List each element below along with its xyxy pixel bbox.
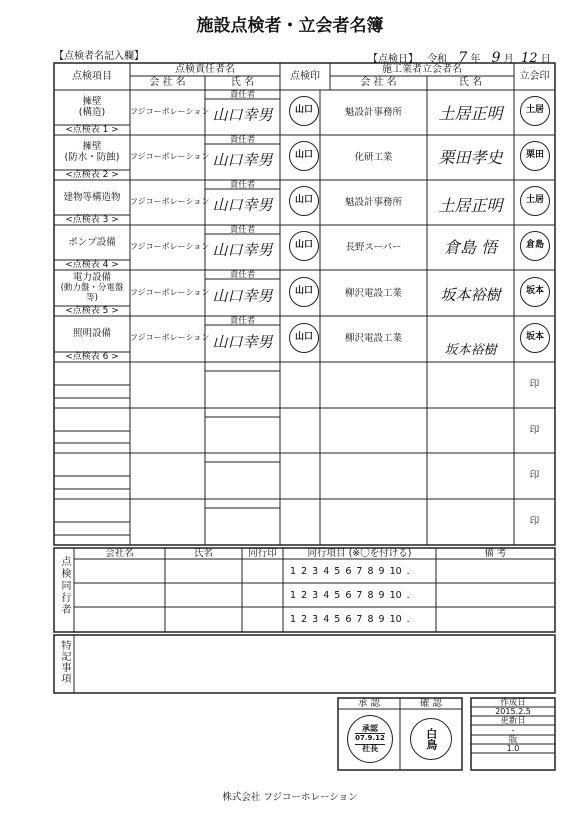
- companion-item-numbers: 1 2 3 4 5 6 7 8 9 10 .: [290, 590, 410, 601]
- created-label: 作成日: [500, 698, 526, 708]
- row-item: 電力設備: [72, 272, 111, 283]
- date-month-unit: 月: [503, 54, 514, 65]
- row-table-no: <点検表 6 >: [65, 352, 119, 362]
- header-company2: 会 社 名: [360, 77, 397, 88]
- header-witness-seal: 立会印: [519, 71, 550, 82]
- inspector-stamp-icon: 山口: [289, 323, 319, 353]
- approve-stamp-icon: [347, 715, 393, 763]
- row-item-sub: (防水・防蝕): [64, 152, 120, 163]
- row-company: フジコーポレーション: [130, 197, 210, 206]
- header-company: 会 社 名: [149, 77, 186, 88]
- row-item: ポンプ設備: [68, 237, 116, 248]
- empty-seal-mark: 印: [529, 379, 540, 390]
- date-year: 7: [458, 50, 468, 66]
- confirm-stamp-icon: 白鳥: [410, 718, 452, 760]
- row-signer: 山口幸男: [212, 333, 273, 351]
- row-table-no: <点検表 4 >: [65, 260, 119, 270]
- companion-item-numbers: 1 2 3 4 5 6 7 8 9 10 .: [290, 566, 410, 577]
- header-item: 点検項目: [72, 71, 112, 82]
- version-label: 版: [508, 735, 518, 745]
- confirm-label: 確 認: [419, 698, 443, 709]
- row-role: 責任者: [229, 224, 256, 235]
- empty-seal-mark: 印: [529, 425, 540, 436]
- date-era: 令和: [427, 54, 448, 65]
- row-witness: 土居正明: [438, 104, 503, 123]
- inspector-stamp-icon: 山口: [289, 277, 319, 307]
- row-role: 責任者: [229, 134, 256, 145]
- created-date: 2015.2.5: [495, 707, 531, 716]
- approve-label: 承 認: [357, 698, 381, 709]
- version-value: 1.0: [506, 744, 520, 753]
- row-contractor: 柳沢電設工業: [344, 333, 402, 344]
- row-table-no: <点検表 1 >: [65, 125, 119, 135]
- witness-stamp-icon: 坂本: [520, 323, 550, 353]
- empty-seal-mark: 印: [529, 470, 540, 481]
- entry-label: 【点検者名記入欄】: [54, 51, 144, 62]
- date-year-unit: 年: [470, 54, 481, 65]
- updated-label: 更新日: [500, 716, 526, 726]
- row-signer: 山口幸男: [212, 196, 273, 214]
- row-witness: 倉島 悟: [443, 238, 498, 257]
- row-company: フジコーポレーション: [130, 107, 210, 116]
- witness-stamp-icon: 土居: [520, 186, 550, 216]
- date-day-unit: 日: [540, 54, 551, 65]
- companion-header-company: 会社名: [105, 548, 134, 559]
- date-label: 【点検日】: [368, 54, 418, 65]
- row-witness: 坂本裕樹: [444, 343, 497, 358]
- row-table-no: <点検表 2 >: [65, 170, 119, 180]
- row-signer: 山口幸男: [212, 241, 273, 259]
- companion-side-label: 点検同行者: [59, 556, 70, 616]
- witness-stamp-icon: 坂本: [520, 277, 550, 307]
- row-witness: 坂本裕樹: [440, 286, 501, 304]
- witness-stamp-icon: 栗田: [520, 141, 550, 171]
- row-signer: 山口幸男: [212, 106, 273, 124]
- row-item-sub: (動力盤・分電盤等): [60, 283, 124, 303]
- row-contractor: 化研工業: [354, 152, 393, 163]
- approve-stamp-top: 承認: [362, 723, 378, 733]
- row-item: 擁壁: [82, 96, 102, 107]
- witness-stamp-icon: 倉島: [520, 231, 550, 261]
- inspector-stamp-icon: 山口: [289, 186, 319, 216]
- row-table-no: <点検表 3 >: [65, 215, 119, 225]
- companion-item-numbers: 1 2 3 4 5 6 7 8 9 10 .: [290, 614, 410, 625]
- row-item: 建物等構造物: [63, 192, 121, 203]
- row-company: フジコーポレーション: [130, 288, 210, 297]
- date-day: 12: [520, 51, 538, 66]
- header-responsible: 点検責任者名: [175, 64, 235, 75]
- inspector-stamp-icon: 山口: [289, 96, 319, 126]
- row-company: フジコーポレーション: [130, 242, 210, 251]
- row-contractor: 長野スーパー: [345, 242, 402, 253]
- row-table-no: <点検表 5 >: [65, 306, 119, 316]
- inspector-stamp-icon: 山口: [289, 141, 319, 171]
- row-signer: 山口幸男: [212, 287, 273, 305]
- companion-header-remarks: 備 考: [484, 548, 507, 559]
- footer-company: 株式会社 フジコーホレーション: [222, 792, 358, 803]
- companion-header-items: 同行項目 (※〇を付ける): [307, 548, 412, 559]
- witness-stamp-icon: 土居: [520, 96, 550, 126]
- row-contractor: 柳沢電設工業: [344, 288, 402, 299]
- row-company: フジコーポレーション: [130, 333, 210, 342]
- approve-stamp-date: 07.9.12: [355, 733, 385, 744]
- row-contractor: 魁設計事務所: [344, 107, 402, 118]
- row-item-sub: (構造): [78, 107, 106, 118]
- row-signer: 山口幸男: [212, 151, 273, 169]
- row-role: 責任者: [229, 269, 256, 280]
- header-inspect-seal: 点検印: [290, 71, 320, 82]
- date-month: 9: [491, 50, 501, 66]
- row-role: 責任者: [229, 89, 256, 100]
- row-witness: 栗田孝史: [438, 148, 503, 167]
- header-name: 氏 名: [230, 77, 255, 88]
- row-role: 責任者: [229, 179, 256, 190]
- inspector-stamp-icon: 山口: [289, 231, 319, 261]
- header-contractor: 施工業者立会者名: [382, 64, 462, 75]
- row-item: 擁壁: [82, 141, 102, 152]
- approve-stamp-bottom: 社長: [362, 743, 378, 753]
- page-title: 施設点検者・立会者名簿: [196, 16, 384, 36]
- notes-label: 特記事項: [59, 640, 70, 684]
- row-witness: 土居正明: [438, 196, 503, 215]
- header-name2: 氏 名: [458, 77, 483, 88]
- empty-seal-mark: 印: [529, 516, 540, 527]
- updated-date: -: [511, 726, 515, 735]
- companion-header-name: 氏名: [193, 548, 213, 559]
- row-contractor: 魁設計事務所: [344, 197, 402, 208]
- row-role: 責任者: [229, 315, 256, 326]
- companion-header-seal: 同行印: [248, 548, 277, 559]
- row-item: 照明設備: [72, 328, 111, 339]
- row-company: フジコーポレーション: [130, 152, 210, 161]
